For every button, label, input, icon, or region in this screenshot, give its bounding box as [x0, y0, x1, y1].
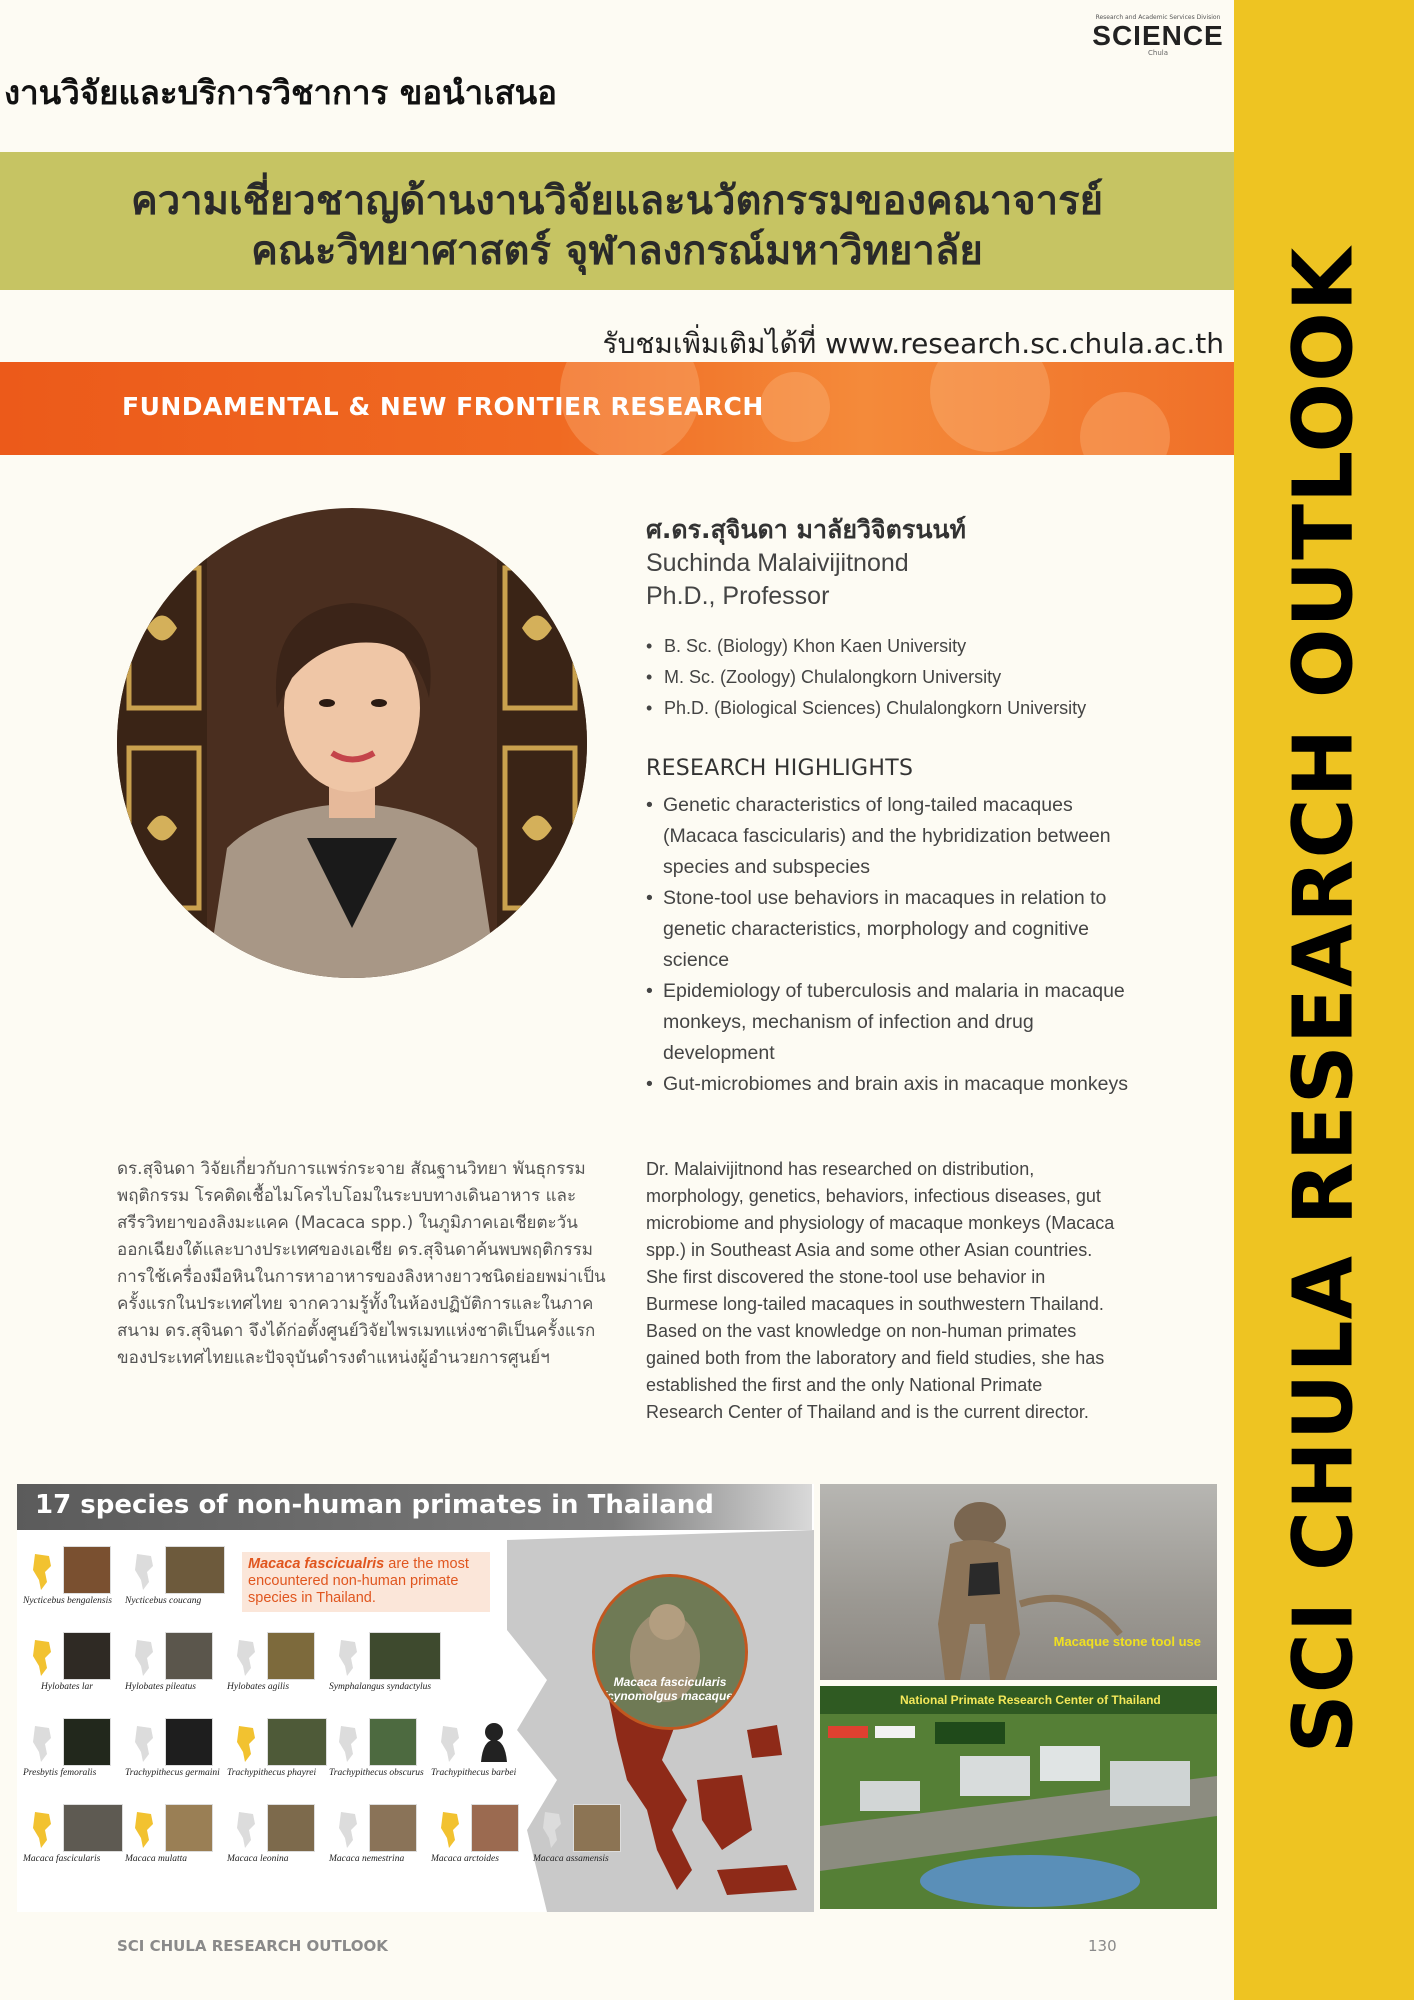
highlights-heading: RESEARCH HIGHLIGHTS — [646, 756, 914, 781]
bio-thai: ดร.สุจินดา วิจัยเกี่ยวกับการแพร่กระจาย สัณฐานวิทยา พันธุกรรม พฤติกรรม โรคติดเชื้อไมโครไบโอมในระบบทางเดินอาหาร และสรีรวิทยาของลิงมะแคค (Macaca spp.) ในภูมิภาคเอเชียตะวันออกเฉียงใต้และบางประเทศของเอเชีย ดร.สุจินดาค้นพบพฤติกรรมการใช้เครื่องมือหินในการหาอาหารของลิงหางยาวชนิดย่อยพม่าเป็นครั้งแรกในประเทศไทย จากความรู้ทั้งในห้องปฏิบัติการและในภาคสนาม ดร.สุจินดา จึงได้ก่อตั้งศูนย์วิจัยไพรเมทแห่งชาติเป็นครั้งแรกของประเทศไทยและปัจจุบันดำรงตำแหน่งผู้อำนวยการศูนย์ฯ — [117, 1159, 606, 1368]
species-name: Trachypithecus germaini — [125, 1768, 220, 1778]
education-item: • B. Sc. (Biology) Khon Kaen University — [646, 631, 1206, 662]
thailand-map-icon — [129, 1724, 159, 1764]
thailand-map-icon — [27, 1638, 57, 1678]
species-name: Macaca arctoides — [431, 1854, 499, 1864]
more-info-link[interactable]: รับชมเพิ่มเติมได้ที่ www.research.sc.chula.ac.th — [602, 327, 1224, 360]
logo-wordmark: SCIENCE — [1092, 20, 1224, 51]
species-cell — [125, 1546, 239, 1610]
species-name: Trachypithecus obscurus — [329, 1768, 424, 1778]
species-photo — [165, 1632, 213, 1680]
macaca-circle-photo — [592, 1574, 748, 1730]
species-cell — [533, 1804, 647, 1868]
species-photo — [267, 1632, 315, 1680]
footer-page-number: 130 — [1088, 1937, 1117, 1955]
species-cell — [23, 1546, 137, 1610]
professor-name: Suchinda Malaivijitnond — [646, 549, 909, 577]
species-name: Hylobates pileatus — [125, 1682, 196, 1692]
nprc-title: National Primate Research Center of Thailand — [900, 1693, 1161, 1707]
nprc-header — [820, 1686, 1217, 1714]
species-photo — [63, 1632, 111, 1680]
thailand-map-icon — [435, 1724, 465, 1764]
species-cell — [227, 1718, 341, 1782]
species-name: Nycticebus coucang — [125, 1596, 202, 1606]
education-item: • Ph.D. (Biological Sciences) Chulalongkorn University — [646, 693, 1206, 724]
species-photo — [165, 1546, 225, 1594]
science-logo — [1088, 14, 1228, 66]
species-name: Macaca leonina — [227, 1854, 289, 1864]
education-list — [646, 631, 1206, 724]
species-cell — [23, 1718, 137, 1782]
professor-info — [646, 513, 1206, 1100]
species-name: Macaca fascicularis — [23, 1854, 101, 1864]
logo-sub-text: Chula — [1148, 49, 1168, 57]
section-banner-text: FUNDAMENTAL & NEW FRONTIER RESEARCH — [122, 392, 764, 421]
species-photo — [369, 1632, 441, 1680]
species-photo — [165, 1718, 213, 1766]
thailand-map-icon — [435, 1810, 465, 1850]
banner-decoration — [1080, 392, 1170, 455]
species-name: Trachypithecus phayrei — [227, 1768, 317, 1778]
professor-portrait — [117, 508, 587, 978]
banner-decoration — [930, 362, 1050, 452]
thailand-map-icon — [231, 1724, 261, 1764]
macaque-photo-caption: Macaque stone tool use — [1053, 1634, 1201, 1649]
callout-species-name: Macaca fascicualris — [248, 1556, 385, 1572]
circle-caption-line1: Macaca fascicularis — [613, 1675, 727, 1689]
thailand-map-icon — [27, 1552, 57, 1592]
page-title-line2: คณะวิทยาศาสตร์ จุฬาลงกรณ์มหาวิทยาลัย — [251, 228, 983, 274]
thailand-map-icon — [27, 1724, 57, 1764]
species-photo — [63, 1804, 123, 1852]
species-cell — [125, 1632, 239, 1696]
side-banner-text: SCI CHULA RESEARCH OUTLOOK — [1276, 246, 1372, 1754]
footer-publication-name: SCI CHULA RESEARCH OUTLOOK — [117, 1937, 388, 1955]
thailand-map-icon — [333, 1638, 363, 1678]
species-cell — [23, 1804, 137, 1868]
highlight-item: • Epidemiology of tuberculosis and malaria in macaque monkeys, mechanism of infection and drug development — [646, 976, 1133, 1069]
nprc-campus-image — [820, 1686, 1217, 1909]
thailand-map-icon — [537, 1810, 567, 1850]
species-cell — [125, 1718, 239, 1782]
species-name: Hylobates lar — [41, 1682, 93, 1692]
species-panel — [17, 1484, 814, 1912]
page-title — [0, 176, 1234, 276]
species-photo — [471, 1804, 519, 1852]
professor-thai-name: ศ.ดร.สุจินดา มาลัยวิจิตรนนท์ — [646, 515, 966, 544]
species-name: Macaca nemestrina — [329, 1854, 405, 1864]
species-name: Macaca assamensis — [533, 1854, 609, 1864]
species-cell — [125, 1804, 239, 1868]
circle-caption-line2: (cynomolgus macaque) — [602, 1689, 738, 1703]
highlights-list — [646, 790, 1206, 1100]
bio-english: Dr. Malaivijitnond has researched on distribution, morphology, genetics, behaviors, infectious diseases, gut microbiome and physiology of macaque monkeys (Macaca spp.) in Southeast Asia and some other Asian countries. She first discovered the stone-tool use behavior in Burmese long-tailed macaques in southwestern Thailand. Based on the vast knowledge on non-human primates gained both from the laboratory and field studies, she has established the first and the only National Primate Research Center of Thailand and is the current director. — [646, 1159, 1115, 1422]
species-photo — [165, 1804, 213, 1852]
highlight-item: • Genetic characteristics of long-tailed macaques (Macaca fascicularis) and the hybridization between species and subspecies — [646, 790, 1133, 883]
thailand-map-icon — [129, 1638, 159, 1678]
species-cell — [329, 1804, 443, 1868]
species-panel-title: 17 species of non-human primates in Thailand — [35, 1490, 714, 1520]
species-cell — [431, 1804, 545, 1868]
presents-heading: งานวิจัยและบริการวิชาการ ขอนำเสนอ — [4, 73, 557, 112]
page-title-line1: ความเชี่ยวชาญด้านงานวิจัยและนวัตกรรมของคณาจารย์ — [130, 178, 1104, 224]
section-banner — [0, 362, 1234, 455]
macaque-stone-tool-photo — [820, 1484, 1217, 1680]
species-name: Presbytis femoralis — [23, 1768, 97, 1778]
thailand-map-icon — [129, 1552, 159, 1592]
species-photo — [369, 1718, 417, 1766]
species-name: Nycticebus bengalensis — [23, 1596, 112, 1606]
species-name: Symphalangus syndactylus — [329, 1682, 432, 1692]
species-callout — [242, 1552, 490, 1612]
species-photo — [471, 1718, 517, 1764]
species-photo — [369, 1804, 417, 1852]
species-cell — [329, 1718, 443, 1782]
species-cell — [227, 1632, 341, 1696]
thailand-map-icon — [129, 1810, 159, 1850]
species-panel-header — [17, 1484, 812, 1530]
species-name: Trachypithecus barbei — [431, 1768, 517, 1778]
species-name: Macaca mulatta — [125, 1854, 188, 1864]
species-photo — [267, 1804, 315, 1852]
callout-text: are the most encountered non-human primate species in Thailand. — [248, 1556, 469, 1606]
logo-division-text: Research and Academic Services Division — [1095, 14, 1221, 21]
education-item: • M. Sc. (Zoology) Chulalongkorn University — [646, 662, 1206, 693]
banner-decoration — [760, 372, 830, 442]
thailand-map-icon — [333, 1724, 363, 1764]
thailand-map-icon — [27, 1810, 57, 1850]
thailand-map-icon — [231, 1638, 261, 1678]
thailand-map-icon — [231, 1810, 261, 1850]
species-photo — [267, 1718, 327, 1766]
species-cell — [27, 1632, 137, 1696]
circle-photo-caption — [595, 1675, 745, 1703]
thailand-map-icon — [333, 1810, 363, 1850]
species-photo — [573, 1804, 621, 1852]
professor-title: Ph.D., Professor — [646, 582, 830, 610]
species-cell — [329, 1632, 443, 1696]
title-band — [0, 152, 1234, 290]
species-cell — [227, 1804, 341, 1868]
highlight-item: • Stone-tool use behaviors in macaques in relation to genetic characteristics, morphology and cognitive science — [646, 883, 1133, 976]
species-cell — [431, 1718, 545, 1782]
side-banner — [1234, 0, 1414, 2000]
species-photo — [63, 1718, 111, 1766]
highlight-item: • Gut-microbiomes and brain axis in macaque monkeys — [646, 1069, 1133, 1100]
species-photo — [63, 1546, 111, 1594]
species-name: Hylobates agilis — [227, 1682, 290, 1692]
